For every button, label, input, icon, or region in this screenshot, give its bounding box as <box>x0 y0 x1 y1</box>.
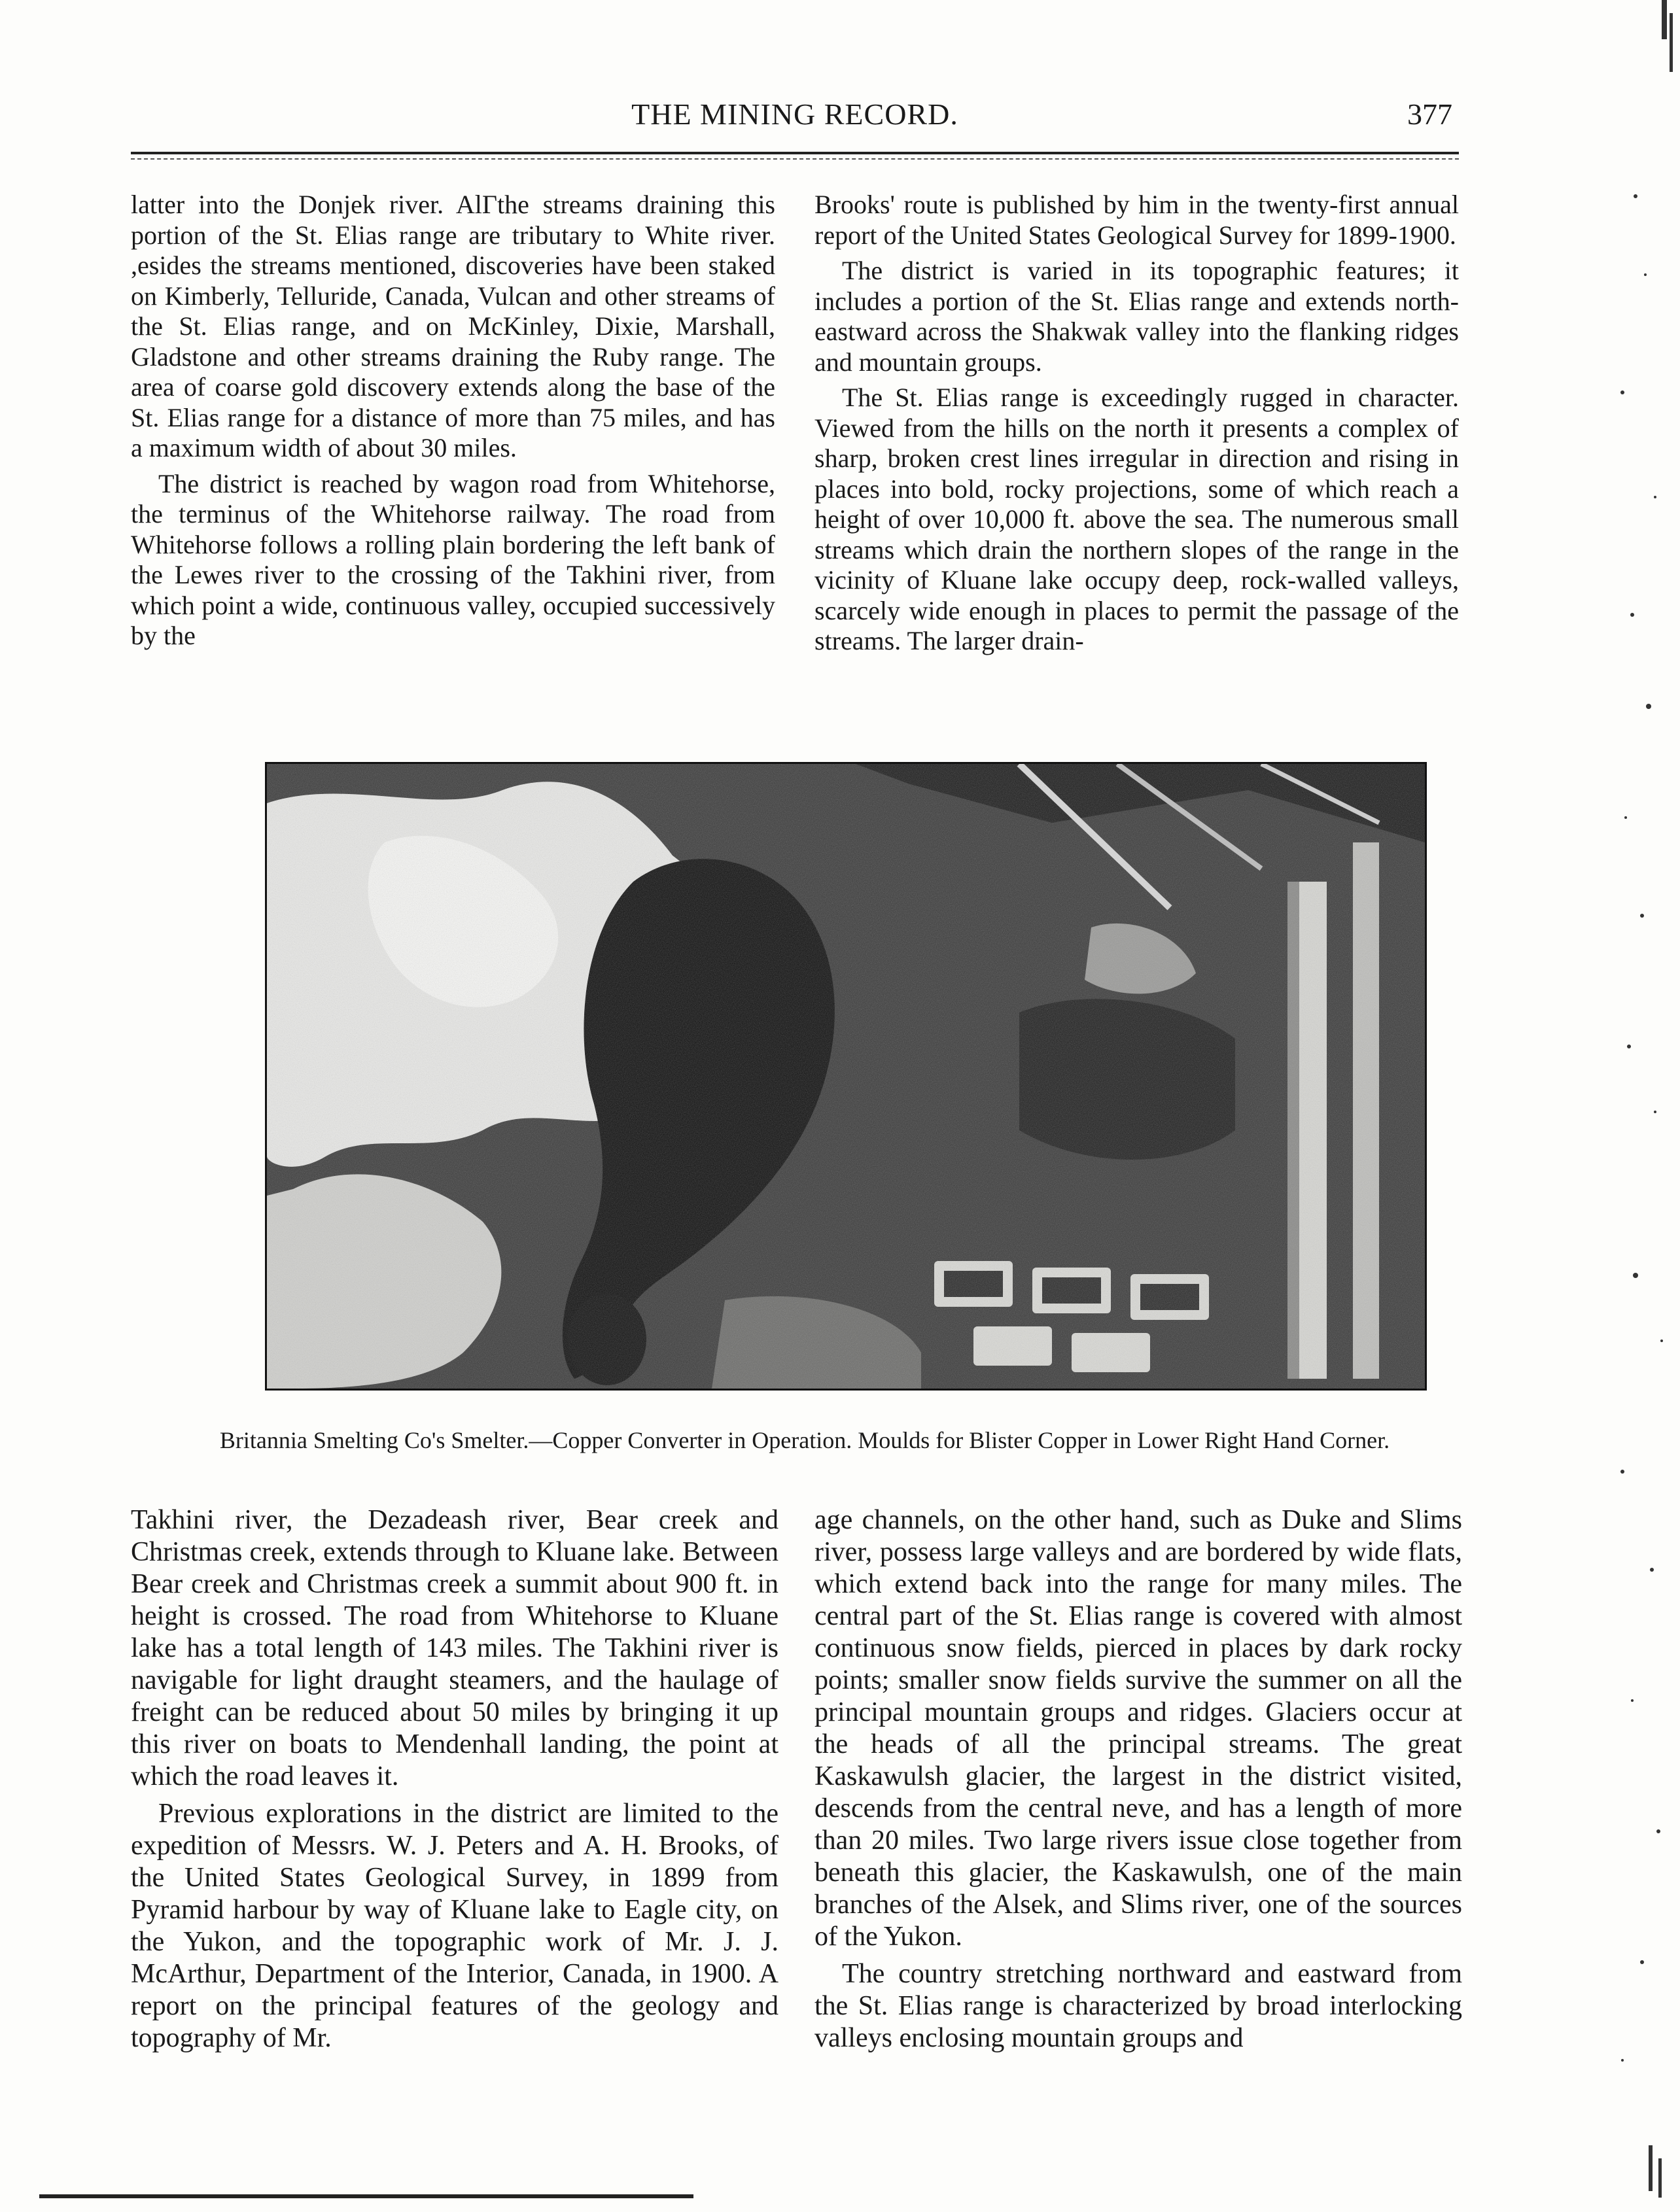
header-rule-dashed <box>131 158 1459 160</box>
paragraph: Brooks' route is published by him in the twenty-first annual report of the United States Geological Survey for 1899-1900. <box>814 190 1459 250</box>
paragraph: age channels, on the other hand, such as Duke and Slims river, possess large valleys and are bordered by wide flats, which extend back into the range for many miles. The central part of the St. Elias range is covered with almost continuous snow fields, pierced in places by dark rocky points; smaller snow fields survive the summer on all the principal mountain groups and ridges. Glaciers occur at the heads of all the principal streams. The great Kaskawulsh glacier, the largest in the district visited, descends from the central neve, and has a length of more than 20 miles. Two large rivers issue close together from beneath this glacier, the Kaskawulsh, one of the main branches of the Alsek, and Slims river, one of the sources of the Yukon. <box>814 1505 1462 1952</box>
column-top-right <box>814 190 1459 657</box>
column-bottom-right <box>814 1504 1462 2054</box>
paragraph: latter into the Donjek river. AlΓthe streams draining this portion of the St. Elias range are tributary to White river. ,esides the streams mentioned, discoveries have been staked on Kimberly, Telluride, Canada, Vulcan and other streams of the St. Elias range, and on McKinley, Dixie, Marshall, Gladstone and other streams draining the Ruby range. The area of coarse gold discovery extends along the base of the St. Elias range for a distance of more than 75 miles, and has a maximum width of about 30 miles. <box>131 190 775 462</box>
paragraph: The district is reached by wagon road from Whitehorse, the terminus of the Whitehorse railway. The road from Whitehorse follows a rolling plain bordering the left bank of the Lewes river to the crossing of the Takhini river, from which point a wide, continuous valley, occupied successively by the <box>131 468 775 650</box>
figure-caption: Britannia Smelting Co's Smelter.—Copper Converter in Operation. Moulds for Blister Copper in Lower Right Hand Corner. <box>219 1427 1390 1453</box>
paragraph: Previous explorations in the district are limited to the expedition of Messrs. W. J. Peters and A. H. Brooks, of the United States Geological Survey, in 1899 from Pyramid harbour by way of Kluane lake to Eagle city, on the Yukon, and the topographic work of Mr. J. J. McArthur, Department of the Interior, Canada, in 1900. A report on the principal features of the geology and topography of Mr. <box>131 1799 779 2053</box>
photo-image <box>267 764 1425 1389</box>
scan-margin-specks <box>1596 0 1680 2212</box>
bottom-scan-rule <box>39 2194 693 2198</box>
journal-title: THE MINING RECORD. <box>631 97 958 131</box>
smelter-photograph <box>265 762 1427 1391</box>
column-top-left <box>131 190 775 651</box>
column-bottom-left <box>131 1504 779 2054</box>
paragraph: The country stretching northward and eastward from the St. Elias range is characterized by broad interlocking valleys enclosing mountain groups and <box>814 1959 1462 2053</box>
running-header <box>131 97 1459 143</box>
header-rule <box>131 152 1459 154</box>
paragraph: The district is varied in its topographic features; it includes a portion of the St. Elias range and extends north-eastward across the Shakwak valley into the flanking ridges and mountain groups. <box>814 256 1459 377</box>
paragraph: The St. Elias range is exceedingly rugged in character. Viewed from the hills on the north it presents a complex of sharp, broken crest lines irregular in direction and rising in places into bold, rocky projections, some of which reach a height of over 10,000 ft. above the sea. The numerous small streams which drain the northern slopes of the range in the vicinity of Kluane lake occupy deep, rock-walled valleys, scarcely wide enough in places to permit the passage of the streams. The larger drain- <box>814 383 1459 655</box>
page-number: 377 <box>1407 97 1452 131</box>
paragraph: Takhini river, the Dezadeash river, Bear creek and Christmas creek, extends through to Kluane lake. Between Bear creek and Christmas creek a summit about 900 ft. in height is crossed. The road from Whitehorse to Kluane lake has a total length of 143 miles. The Takhini river is navigable for light draught steamers, and the haulage of freight can be reduced about 50 miles by bringing it up this river on boats to Mendenhall landing, the point at which the road leaves it. <box>131 1505 779 1791</box>
